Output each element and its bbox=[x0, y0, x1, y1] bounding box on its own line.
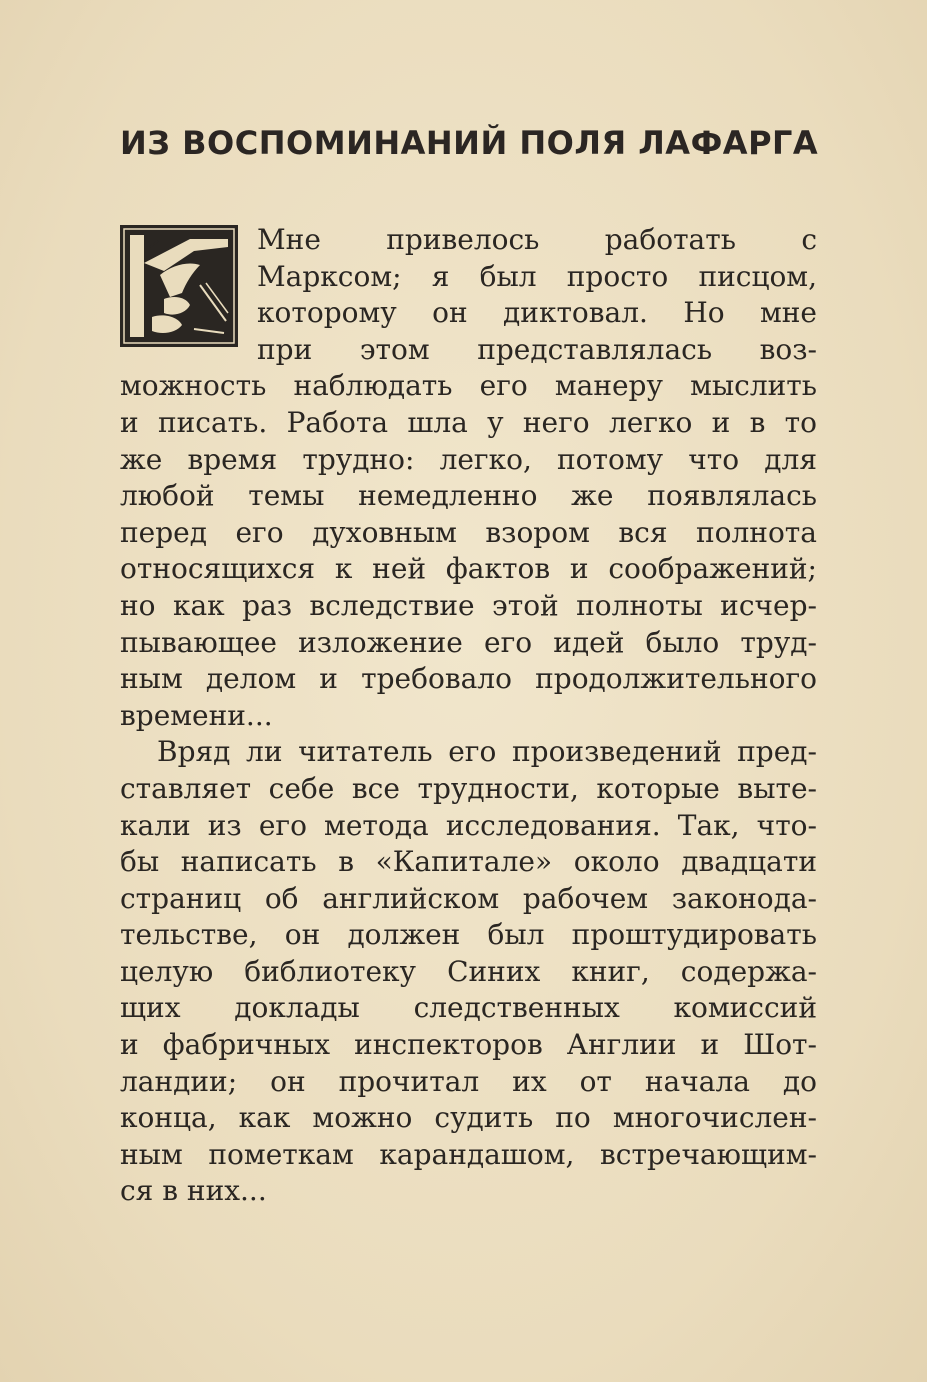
text-line: Вряд ли читатель его произведений пред- bbox=[157, 735, 817, 769]
text-line: ся в них... bbox=[120, 1174, 267, 1208]
text-line: Марксом; я был просто писцом, bbox=[257, 259, 817, 293]
text-line: ландии; он прочитал их от начала до bbox=[120, 1064, 817, 1098]
text-line: ным пометкам карандашом, встречающим- bbox=[120, 1137, 817, 1171]
page-title: ИЗ ВОСПОМИНАНИЙ ПОЛЯ ЛАФАРГА bbox=[120, 124, 819, 162]
text-line: ставляет себе все трудности, которые выте- bbox=[120, 771, 817, 805]
text-line: тельстве, он должен был проштудировать bbox=[120, 918, 817, 952]
text-line: любой темы немедленно же появлялась bbox=[120, 479, 817, 513]
text-line: щих доклады следственных комиссий bbox=[120, 991, 817, 1025]
text-line: но как раз вследствие этой полноты исчер- bbox=[120, 588, 817, 622]
text-line: кали из его метода исследования. Так, что- bbox=[120, 808, 817, 842]
text-line: бы написать в «Капитале» около двадцати bbox=[120, 845, 817, 879]
text-line: страниц об английском рабочем законода- bbox=[120, 881, 817, 915]
text-line: которому он диктовал. Но мне bbox=[257, 296, 817, 330]
text-line: можность наблюдать его манеру мыслить bbox=[120, 369, 817, 403]
text-line: и писать. Работа шла у него легко и в то bbox=[120, 405, 817, 439]
text-line: целую библиотеку Синих книг, содержа- bbox=[120, 954, 817, 988]
text-line: относящихся к ней фактов и соображений; bbox=[120, 552, 817, 586]
text-line: же время трудно: легко, потому что для bbox=[120, 442, 817, 476]
text-line: при этом представлялась воз- bbox=[257, 332, 817, 366]
text-line: перед его духовным взором вся полнота bbox=[120, 515, 817, 549]
text-line: и фабричных инспекторов Англии и Шот- bbox=[120, 1028, 817, 1062]
text-line: времени... bbox=[120, 698, 273, 732]
body-text bbox=[120, 222, 817, 1210]
text-line: ным делом и требовало продолжительного bbox=[120, 662, 817, 696]
text-line: Мне привелось работать с bbox=[257, 223, 817, 256]
text-line: пывающее изложение его идей было труд- bbox=[120, 625, 817, 659]
text-line: конца, как можно судить по многочислен- bbox=[120, 1101, 817, 1135]
